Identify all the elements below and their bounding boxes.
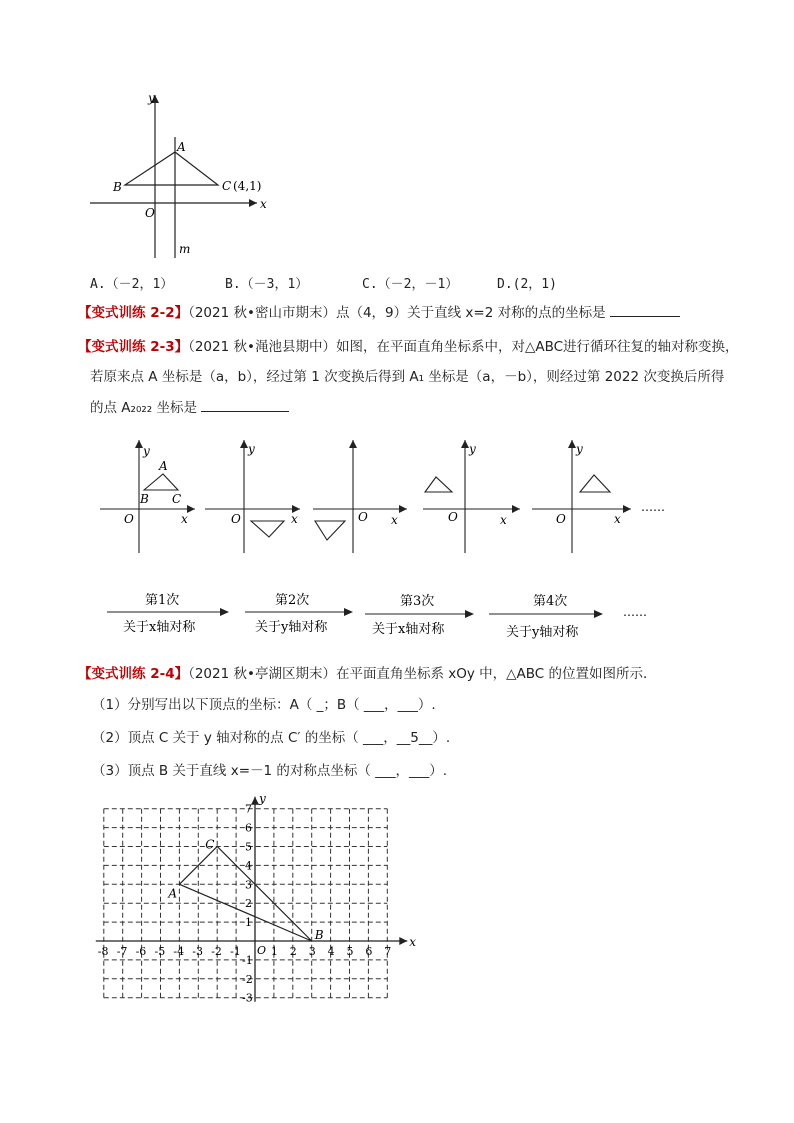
option-c-value: （－2，－1） xyxy=(377,277,459,292)
arrow-continuation-dots: …… xyxy=(623,605,647,619)
line-m-label: m xyxy=(179,242,191,256)
y-tick-label: -1 xyxy=(242,953,253,967)
x-label: x xyxy=(391,513,398,527)
x-tick-label: -1 xyxy=(230,945,241,958)
y-tick-label: 6 xyxy=(245,821,252,835)
question-2-4-part2: （2）顶点 C 关于 y 轴对称的点 C′ 的坐标（ ___，__5__）. xyxy=(92,730,451,746)
arrow-top-label: 第3次 xyxy=(400,594,435,609)
y-tick-label: 2 xyxy=(245,897,252,911)
x-tick-label: -8 xyxy=(97,945,109,958)
point-c-label: C xyxy=(205,837,215,852)
origin-label: O xyxy=(448,510,458,524)
triangle-reflected xyxy=(315,521,345,540)
origin-label: O xyxy=(556,512,566,526)
arrow-step-2 xyxy=(245,592,353,635)
origin-label: O xyxy=(257,944,267,957)
x-tick-label: -5 xyxy=(154,945,166,958)
y-axis-arrow xyxy=(251,797,259,805)
x-label: x xyxy=(181,512,188,526)
arrow-bottom-label: 关于x轴对称 xyxy=(123,620,196,635)
origin-label: O xyxy=(145,206,155,220)
arrow-step-3 xyxy=(365,593,474,637)
arrow-step-1 xyxy=(107,592,229,635)
panel-2 xyxy=(205,440,300,553)
x-axis-arrow xyxy=(249,199,257,207)
question-text: （2021 秋•密山市期末）点（4，9）关于直线 x=2 对称的点的坐标是 xyxy=(188,305,606,321)
question-2-3-line2: 若原来点 A 坐标是（a，b），经过第 1 次变换后得到 A₁ 坐标是（a，－b），则经过第 2022 次变换后所得 xyxy=(90,369,725,385)
continuation-dots: …… xyxy=(641,500,665,514)
triangle-reflected xyxy=(425,477,452,492)
triangle-reflected xyxy=(251,521,284,537)
option-b[interactable] xyxy=(225,273,308,292)
coordinate-grid-figure xyxy=(88,788,418,1003)
x-tick-label: -3 xyxy=(192,945,204,958)
option-b-letter: B. xyxy=(225,277,241,292)
x-tick-label: -2 xyxy=(211,945,222,958)
x-tick-label: 3 xyxy=(308,945,316,958)
option-d-letter: D. xyxy=(497,277,513,292)
y-label: y xyxy=(148,91,155,105)
triangle-reflected xyxy=(580,475,610,492)
option-c[interactable] xyxy=(362,273,458,292)
y-label: y xyxy=(259,791,266,806)
point-c-coord: (4,1) xyxy=(233,179,262,193)
option-a[interactable] xyxy=(90,273,173,292)
y-tick-label: 1 xyxy=(245,916,252,930)
option-d[interactable] xyxy=(497,273,557,292)
panel-1 xyxy=(100,440,195,553)
y-label: y xyxy=(469,442,476,456)
option-a-value: （－2，1） xyxy=(105,277,174,292)
y-label: y xyxy=(143,444,150,458)
transformation-panels xyxy=(95,435,680,560)
option-b-value: （－3，1） xyxy=(240,277,309,292)
y-tick-label: -2 xyxy=(242,972,253,986)
panel-4 xyxy=(423,440,520,553)
point-a-label: A xyxy=(168,886,178,901)
arrow-bottom-label: 关于x轴对称 xyxy=(372,622,445,637)
x-axis-arrow xyxy=(399,937,407,945)
arrow-top-label: 第2次 xyxy=(275,593,310,608)
origin-label: O xyxy=(358,510,368,524)
question-text: （2021 秋•亭湖区期末）在平面直角坐标系 xOy 中，△ABC 的位置如图所示． xyxy=(188,666,657,682)
figure-triangle-line-m xyxy=(85,90,275,265)
x-label: x xyxy=(260,197,267,211)
point-b-label: B xyxy=(314,928,324,942)
x-tick-label: 7 xyxy=(384,945,392,958)
arrow-top-label: 第4次 xyxy=(533,594,568,609)
point-c-label: C xyxy=(222,179,232,193)
origin-label: O xyxy=(124,512,134,526)
x-tick-label: 6 xyxy=(365,945,373,958)
question-2-3-line3 xyxy=(90,399,289,417)
point-b-label: B xyxy=(140,492,149,506)
question-text: 的点 A₂₀₂₂ 坐标是 xyxy=(90,400,197,416)
option-d-value: (2，1) xyxy=(512,277,557,292)
origin-label: O xyxy=(231,512,241,526)
question-tag: 【变式训练 2-4】 xyxy=(78,666,189,682)
x-tick-label: 1 xyxy=(270,945,278,958)
panel-5 xyxy=(532,440,631,553)
x-tick-label: -7 xyxy=(116,945,128,958)
y-label: y xyxy=(248,442,255,456)
question-tag: 【变式训练 2-2】 xyxy=(78,305,189,321)
arrow-bottom-label: 关于y轴对称 xyxy=(255,620,328,635)
x-tick-label: -4 xyxy=(173,945,185,958)
y-tick-label: 7 xyxy=(245,802,252,816)
question-text: （2021 秋•渑池县期中）如图，在平面直角坐标系中，对△ABC进行循环往复的轴对称变换， xyxy=(188,339,739,355)
question-2-4 xyxy=(78,665,657,683)
triangle-abc xyxy=(125,152,218,185)
y-tick-label: 4 xyxy=(245,859,252,873)
y-tick-label: 5 xyxy=(245,840,252,854)
option-c-letter: C. xyxy=(362,277,378,292)
question-2-2 xyxy=(78,304,680,322)
y-label: y xyxy=(576,442,583,456)
answer-blank[interactable] xyxy=(610,316,680,317)
arrow-bottom-label: 关于y轴对称 xyxy=(506,625,579,640)
point-a-label: A xyxy=(177,140,186,154)
answer-blank[interactable] xyxy=(201,411,289,412)
question-tag: 【变式训练 2-3】 xyxy=(78,339,189,355)
point-b-label: B xyxy=(113,180,122,194)
question-2-3-line1 xyxy=(78,338,739,356)
x-label: x xyxy=(614,512,621,526)
x-label: x xyxy=(291,512,298,526)
transformation-arrows xyxy=(105,588,655,643)
x-tick-label: 5 xyxy=(346,945,354,958)
y-tick-label: -3 xyxy=(242,991,253,1003)
option-a-letter: A. xyxy=(90,277,106,292)
x-tick-label: 2 xyxy=(289,945,297,958)
x-tick-label: 4 xyxy=(327,945,335,958)
x-tick-label: -6 xyxy=(135,945,147,958)
question-2-4-part3: （3）顶点 B 关于直线 x=－1 的对称点坐标（ ___，___）. xyxy=(92,763,447,779)
panel-3 xyxy=(313,440,407,553)
y-tick-label: 3 xyxy=(245,878,252,892)
arrow-top-label: 第1次 xyxy=(145,593,180,608)
question-2-4-part1: （1）分别写出以下顶点的坐标：A（ _；B（ ___，___）. xyxy=(92,697,436,713)
point-c-label: C xyxy=(172,492,182,506)
x-label: x xyxy=(500,513,507,527)
triangle-abc xyxy=(144,474,178,490)
point-a-label: A xyxy=(159,459,168,473)
arrow-step-4 xyxy=(489,593,603,640)
x-label: x xyxy=(409,935,417,949)
